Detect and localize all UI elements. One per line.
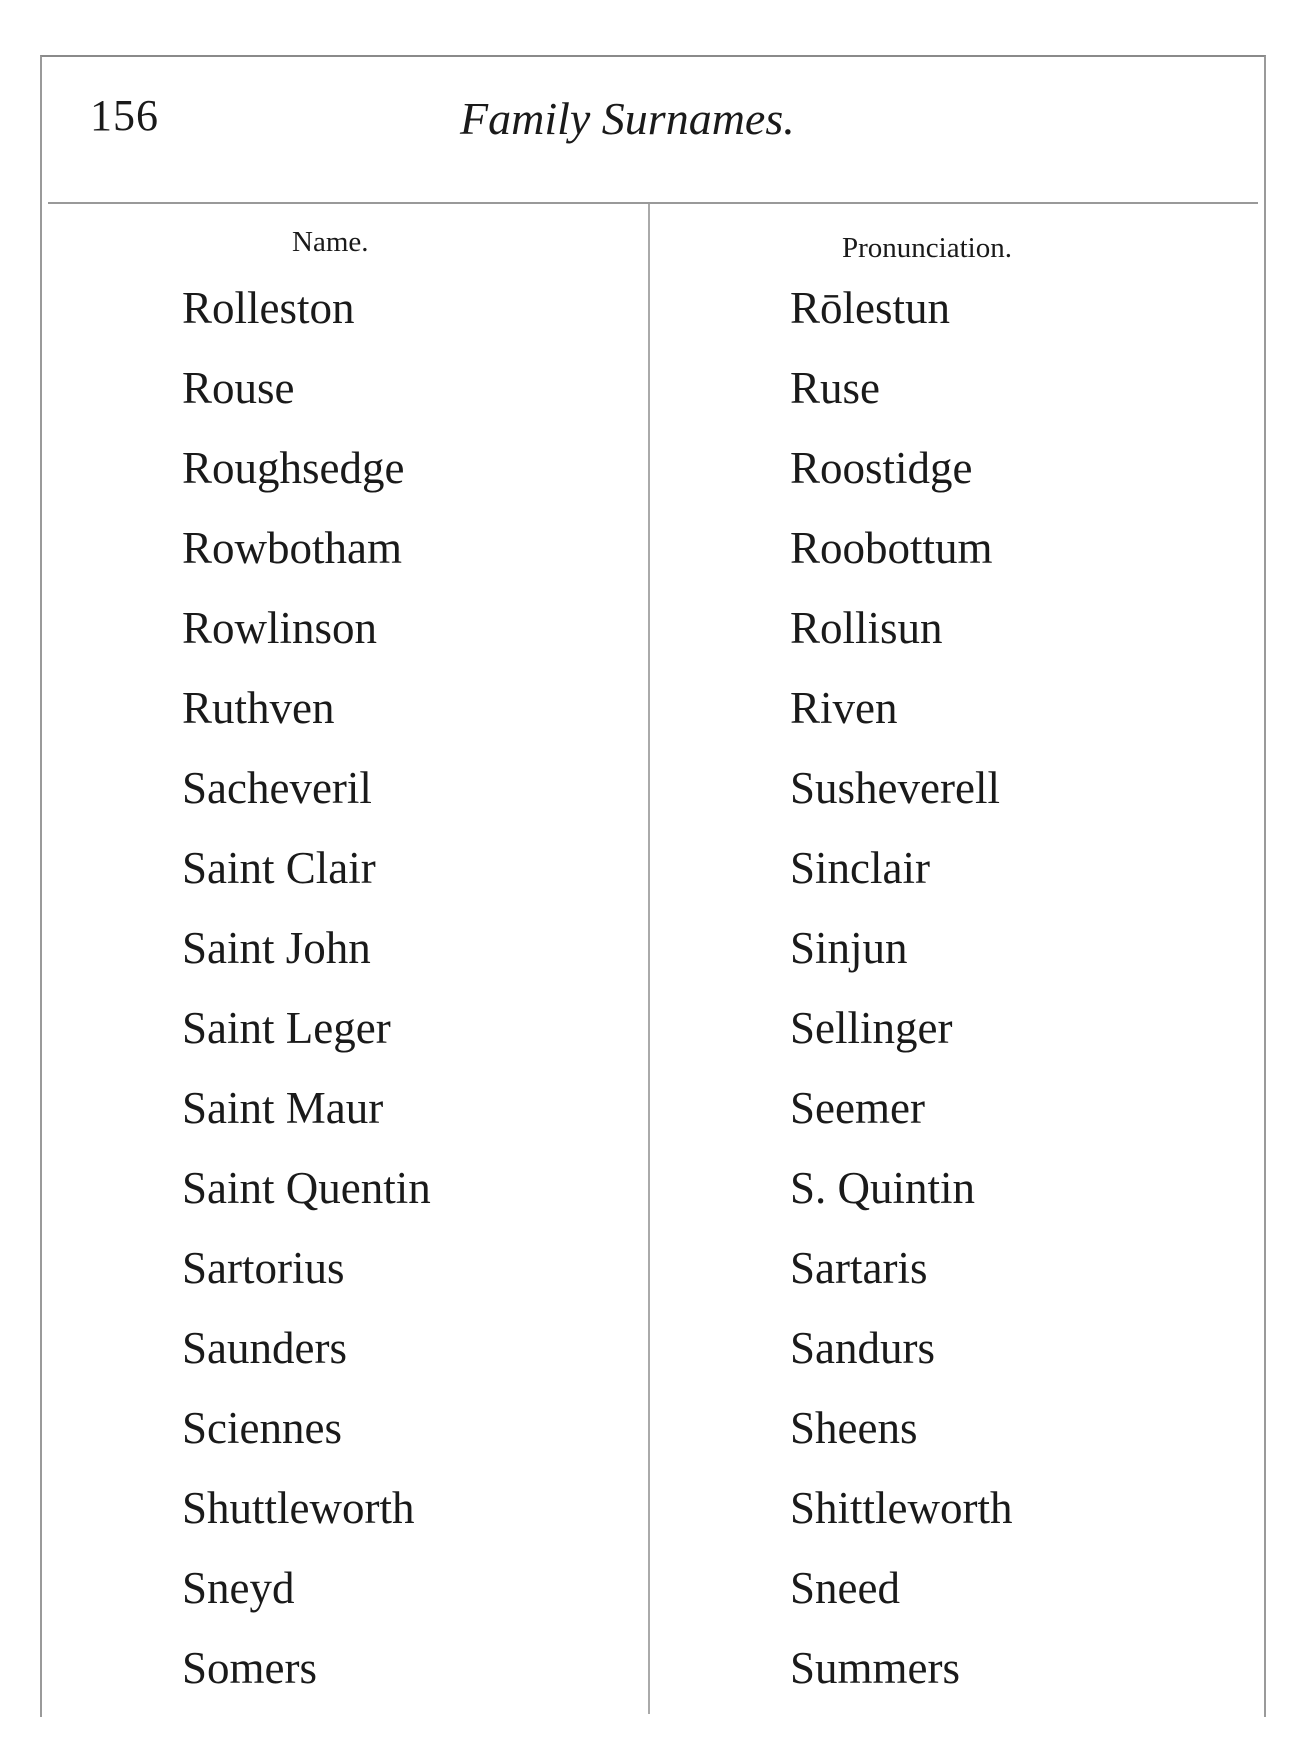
- surname-cell: Saint Quentin: [182, 1163, 431, 1213]
- pronunciation-cell: Rōlestun: [790, 283, 951, 333]
- table-row: [0, 1402, 1298, 1462]
- table-row: [0, 682, 1298, 742]
- surname-cell: Rowlinson: [182, 603, 378, 653]
- page-number: 156: [90, 91, 159, 140]
- surname-cell: Sartorius: [182, 1243, 345, 1293]
- pronunciation-cell: Sinjun: [790, 923, 908, 973]
- column-header-name: Name.: [292, 226, 369, 258]
- pronunciation-cell: Ruse: [790, 363, 880, 413]
- table-row: [0, 1322, 1298, 1382]
- pronunciation-cell: Susheverell: [790, 763, 1000, 813]
- surname-cell: Sneyd: [182, 1563, 295, 1613]
- table-row: [0, 1002, 1298, 1062]
- pronunciation-cell: Riven: [790, 683, 898, 733]
- table-row: [0, 842, 1298, 902]
- table-row: [0, 1562, 1298, 1622]
- pronunciation-cell: Sinclair: [790, 843, 930, 893]
- pronunciation-cell: Summers: [790, 1643, 961, 1693]
- surname-cell: Shuttleworth: [182, 1483, 415, 1533]
- surname-cell: Saint John: [182, 923, 371, 973]
- surname-cell: Saunders: [182, 1323, 347, 1373]
- surname-cell: Saint Leger: [182, 1003, 391, 1053]
- surname-cell: Saint Clair: [182, 843, 376, 893]
- table-row: [0, 1082, 1298, 1142]
- table-row: [0, 602, 1298, 662]
- page-title: Family Surnames.: [460, 93, 795, 144]
- pronunciation-cell: Seemer: [790, 1083, 925, 1133]
- pronunciation-cell: Sartaris: [790, 1243, 928, 1293]
- table-row: [0, 1482, 1298, 1542]
- table-row: [0, 1242, 1298, 1302]
- surname-cell: Ruthven: [182, 683, 335, 733]
- table-row: [0, 442, 1298, 502]
- surname-cell: Rowbotham: [182, 523, 402, 573]
- surname-cell: Roughsedge: [182, 443, 405, 493]
- table-row: [0, 1642, 1298, 1702]
- table-row: [0, 1162, 1298, 1222]
- surname-cell: Rolleston: [182, 283, 355, 333]
- pronunciation-cell: S. Quintin: [790, 1163, 976, 1213]
- header-rule: [48, 202, 1258, 204]
- table-row: [0, 922, 1298, 982]
- surname-cell: Rouse: [182, 363, 295, 413]
- pronunciation-cell: Sheens: [790, 1403, 918, 1453]
- column-header-pronunciation: Pronunciation.: [842, 232, 1012, 264]
- surname-cell: Saint Maur: [182, 1083, 384, 1133]
- surname-cell: Sacheveril: [182, 763, 372, 813]
- table-row: [0, 522, 1298, 582]
- pronunciation-cell: Sellinger: [790, 1003, 953, 1053]
- table-row: [0, 282, 1298, 342]
- surname-cell: Somers: [182, 1643, 317, 1693]
- pronunciation-cell: Shittleworth: [790, 1483, 1013, 1533]
- table-row: [0, 762, 1298, 822]
- pronunciation-cell: Roostidge: [790, 443, 973, 493]
- pronunciation-cell: Rollisun: [790, 603, 943, 653]
- pronunciation-cell: Roobottum: [790, 523, 993, 573]
- pronunciation-cell: Sandurs: [790, 1323, 935, 1373]
- surname-cell: Sciennes: [182, 1403, 342, 1453]
- pronunciation-cell: Sneed: [790, 1563, 900, 1613]
- table-row: [0, 362, 1298, 422]
